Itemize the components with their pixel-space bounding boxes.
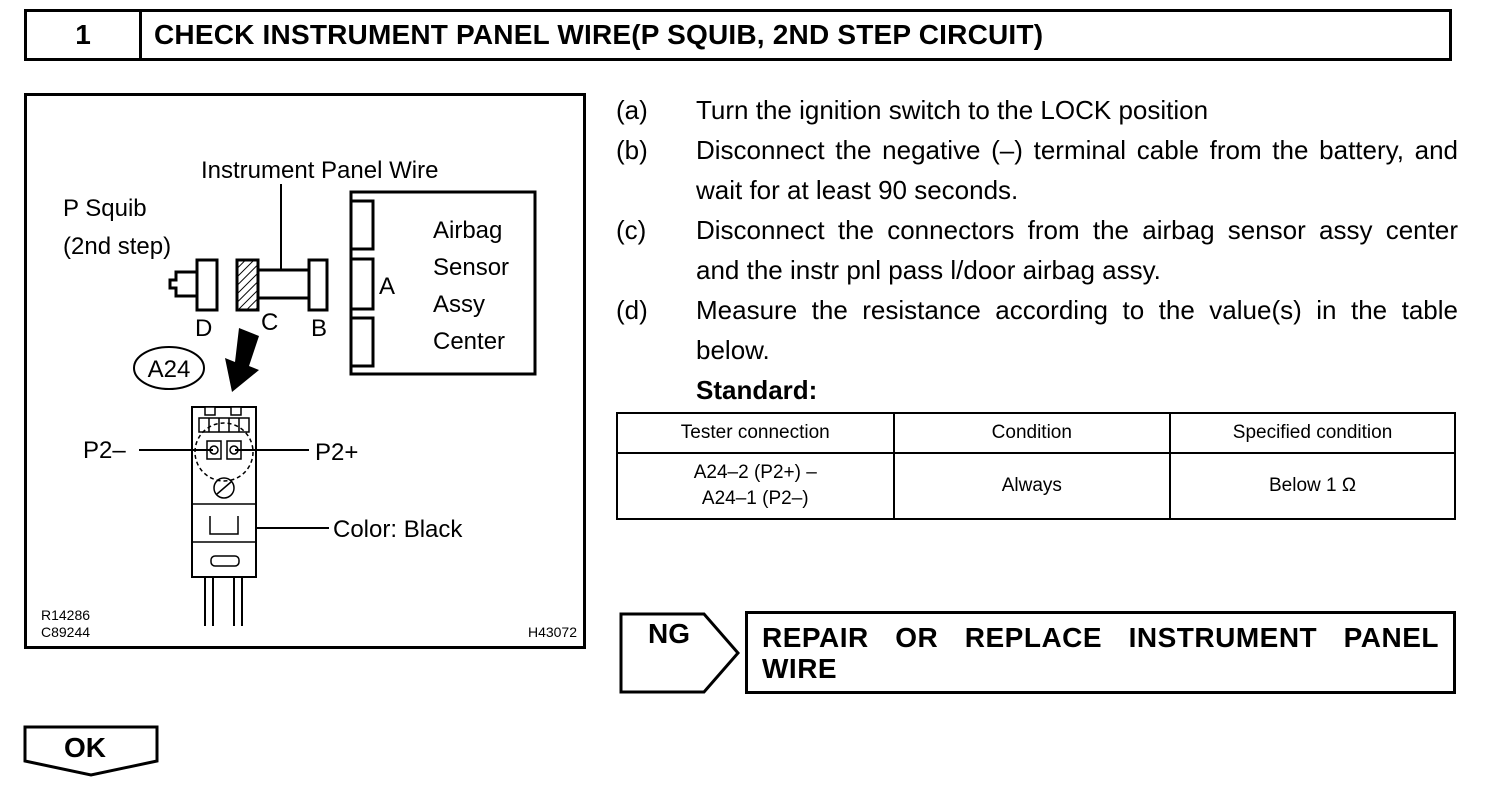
ng-label: NG bbox=[648, 618, 690, 649]
procedure-steps bbox=[616, 90, 1458, 410]
instrument-panel-wire-label: Instrument Panel Wire bbox=[201, 157, 439, 184]
column-header: Specified condition bbox=[1170, 413, 1455, 453]
specification-table bbox=[616, 412, 1456, 520]
step-text: Turn the ignition switch to the LOCK position bbox=[696, 95, 1209, 125]
arrow-icon bbox=[225, 328, 259, 392]
connector-b-shape bbox=[309, 260, 327, 310]
condition-cell: Always bbox=[894, 453, 1171, 519]
step-d bbox=[616, 290, 1458, 370]
p-squib-plug bbox=[170, 272, 197, 296]
ok-label: OK bbox=[64, 732, 106, 763]
step-label: (a) bbox=[616, 95, 648, 125]
figure-code: H43072 bbox=[527, 624, 577, 640]
step-label: (b) bbox=[616, 135, 648, 165]
connector-d-label: D bbox=[195, 315, 213, 342]
tester-connection-line: A24–1 (P2–) bbox=[701, 488, 809, 509]
step-text: Disconnect the connectors from the airbag sensor assy center and the instr pnl pass l/door airbag assy. bbox=[696, 215, 1458, 285]
ng-action-box: REPAIR OR REPLACE INSTRUMENT PANEL WIRE bbox=[745, 611, 1456, 694]
p-squib-label: P Squib bbox=[63, 195, 147, 222]
second-step-label: (2nd step) bbox=[63, 233, 172, 260]
table-header-row bbox=[617, 413, 1455, 453]
column-header: Tester connection bbox=[617, 413, 894, 453]
ref-code-1: R14286 bbox=[41, 607, 91, 623]
step-header bbox=[24, 9, 1452, 61]
center-label: Center bbox=[433, 328, 506, 355]
standard-label: Standard: bbox=[696, 375, 818, 405]
step-text: Disconnect the negative (–) terminal cable from the battery, and wait for at least 90 seconds. bbox=[696, 135, 1458, 205]
p2-minus-label: P2– bbox=[83, 437, 126, 464]
step-label: (c) bbox=[616, 215, 647, 245]
ref-code-2: C89244 bbox=[41, 624, 91, 640]
p2-plus-label: P2+ bbox=[315, 439, 359, 466]
color-label: Color: Black bbox=[333, 516, 463, 543]
connector-a-label: A bbox=[379, 273, 396, 300]
connector-code-label: A24 bbox=[147, 356, 191, 383]
sensor-connector-1 bbox=[351, 201, 373, 249]
sensor-connector-3 bbox=[351, 318, 373, 366]
column-header: Condition bbox=[894, 413, 1171, 453]
wire-body bbox=[258, 270, 312, 298]
tester-connection-cell bbox=[617, 453, 894, 519]
connector-c-label: C bbox=[261, 309, 279, 336]
step-label: (d) bbox=[616, 295, 648, 325]
step-b bbox=[616, 130, 1458, 210]
table-row bbox=[617, 453, 1455, 519]
tester-connection-line: A24–2 (P2+) – bbox=[693, 462, 817, 483]
specified-condition-cell: Below 1 Ω bbox=[1170, 453, 1455, 519]
step-text: Measure the resistance according to the value(s) in the table below. bbox=[696, 295, 1458, 365]
assy-label: Assy bbox=[433, 291, 486, 318]
sensor-label: Sensor bbox=[433, 254, 510, 281]
step-title: CHECK INSTRUMENT PANEL WIRE(P SQUIB, 2ND STEP CIRCUIT) bbox=[154, 19, 1044, 50]
connector-illustration bbox=[24, 93, 586, 649]
airbag-label: Airbag bbox=[433, 217, 503, 244]
step-number: 1 bbox=[27, 12, 142, 58]
step-a bbox=[616, 90, 1458, 130]
connector-b-label: B bbox=[311, 315, 328, 342]
wiring-diagram bbox=[27, 96, 583, 646]
step-c bbox=[616, 210, 1458, 290]
sensor-connector-a bbox=[351, 259, 373, 309]
connector-c-shape bbox=[237, 260, 258, 310]
connector-d-shape bbox=[197, 260, 217, 310]
